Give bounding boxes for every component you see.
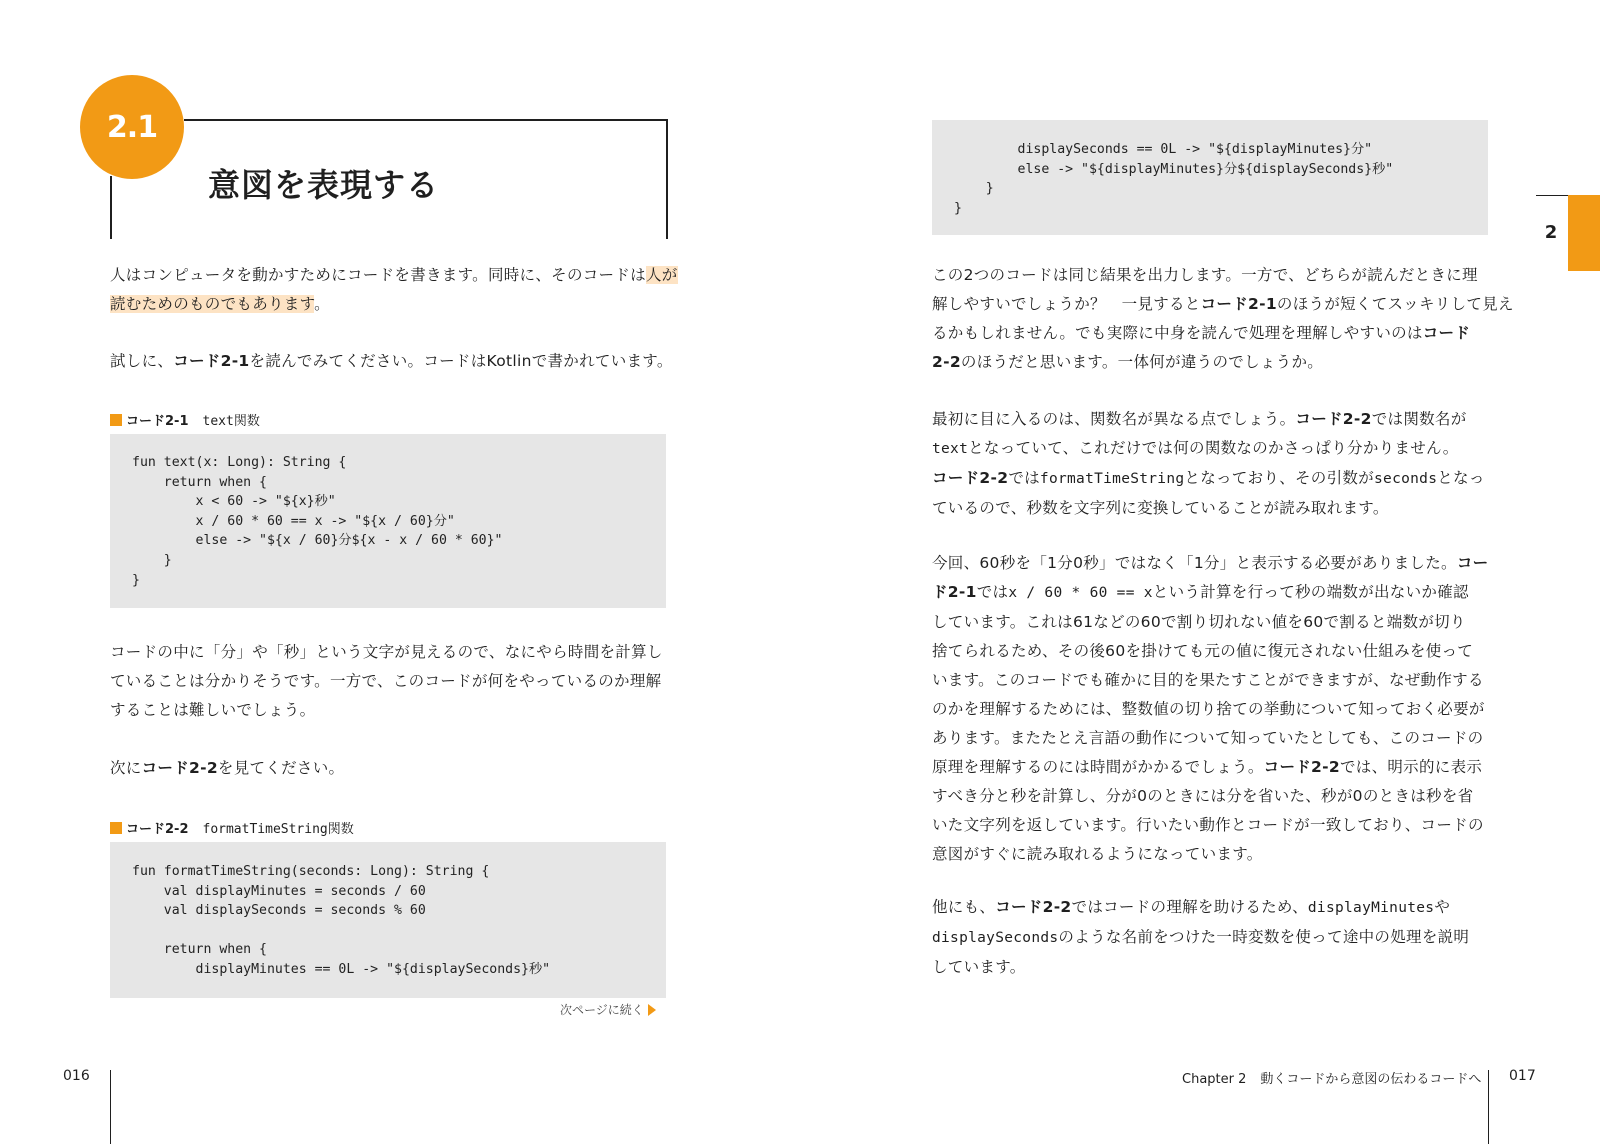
section-rule-right xyxy=(666,119,668,239)
paragraph-line: ていることは分かりそうです。一方で、このコードが何をやっているのか理解 xyxy=(110,672,662,690)
paragraph-line: 2-2のほうだと思います。一体何が違うのでしょうか。 xyxy=(932,353,1324,371)
code-block-2-2-continued: displaySeconds == 0L -> "${displayMinutes}分" else -> "${displayMinutes}分${displaySeconds}秒" } } xyxy=(932,120,1488,235)
section-number-badge xyxy=(80,75,184,179)
highlight: 人が xyxy=(645,266,678,284)
paragraph-line: 最初に目に入るのは、関数名が異なる点でしょう。コード2-2では関数名が xyxy=(932,410,1467,428)
paragraph-compare xyxy=(932,261,1514,377)
code-ref: コード2-1 xyxy=(173,352,250,370)
paragraph-line: 読むためのものでもあります。 xyxy=(110,295,330,313)
paragraph-intro xyxy=(110,261,678,319)
paragraph-line: しています。これは61などの60で割り切れない値を60で割ると端数が切り xyxy=(932,613,1466,631)
paragraph-line: 今回、60秒を「1分0秒」ではなく「1分」と表示する必要がありました。コー xyxy=(932,554,1489,572)
paragraph-line: 意図がすぐに読み取れるようになっています。 xyxy=(932,845,1263,863)
running-footer xyxy=(1182,1068,1481,1087)
caption-label: コード2-1 xyxy=(126,414,189,429)
caption-name: formatTimeString関数 xyxy=(202,822,354,837)
paragraph-line: のかを理解するためには、整数値の切り捨ての挙動について知っておく必要が xyxy=(932,700,1485,718)
paragraph-line: すべき分と秒を計算し、分が0のときには分を省いた、秒が0のときは秒を省 xyxy=(932,787,1474,805)
section-rule-left xyxy=(110,176,112,239)
paragraph-line: 人はコンピュータを動かすためにコードを書きます。同時に、そのコードは人が xyxy=(110,266,678,284)
caption-marker-icon xyxy=(110,414,122,426)
code-ref: コード2-2 xyxy=(141,759,218,777)
paragraph-line: ているので、秒数を文字列に変換していることが読み取れます。 xyxy=(932,499,1389,517)
code-block-2-2: fun formatTimeString(seconds: Long): String { val displayMinutes = seconds / 60 val displaySeconds = seconds % 60 return when { displayMinutes == 0L -> "${displaySeconds}秒" xyxy=(110,842,666,998)
section-number: 2.1 xyxy=(106,109,158,145)
paragraph-explain xyxy=(110,638,663,725)
arrow-right-icon xyxy=(648,1004,656,1016)
paragraph-line: あります。またたとえ言語の動作について知っていたとしても、このコードの xyxy=(932,729,1484,747)
paragraph-line: しています。 xyxy=(932,958,1026,976)
paragraph-line: いた文字列を返しています。行いたい動作とコードが一致しており、コードの xyxy=(932,816,1484,834)
footer-chapter: Chapter 2 xyxy=(1182,1072,1247,1087)
section-title: 意図を表現する xyxy=(208,166,440,204)
page-number-right: 017 xyxy=(1509,1068,1536,1084)
paragraph-variables xyxy=(932,893,1469,982)
paragraph-line: 原理を理解するのには時間がかかるでしょう。コード2-2では、明示的に表示 xyxy=(932,758,1483,776)
footer-title: 動くコードから意図の伝わるコードへ xyxy=(1260,1072,1482,1087)
paragraph-line: います。このコードでも確かに目的を果たすことができますが、なぜ動作する xyxy=(932,671,1484,689)
code-block-2-1: fun text(x: Long): String { return when { x < 60 -> "${x}秒" x / 60 * 60 == x -> "${x / 60}分" else -> "${x / 60}分${x - x / 60 * 60}" } } xyxy=(110,434,666,608)
paragraph-line: この2つのコードは同じ結果を出力します。一方で、どちらが読んだときに理 xyxy=(932,266,1478,284)
paragraph-line: コードの中に「分」や「秒」という文字が見えるので、なにやら時間を計算し xyxy=(110,643,663,661)
paragraph-line: textとなっていて、これだけでは何の関数なのかさっぱり分かりません。 xyxy=(932,439,1459,457)
paragraph-line: displaySecondsのような名前をつけた一時変数を使って途中の処理を説明 xyxy=(932,928,1470,946)
chapter-tab-number: 2 xyxy=(1544,222,1558,243)
paragraph-line: 他にも、コード2-2ではコードの理解を助けるため、displayMinutesや xyxy=(932,898,1451,916)
highlight: 読むためのものでもあります xyxy=(110,295,315,313)
footer-rule-left xyxy=(110,1070,111,1144)
caption-label: コード2-2 xyxy=(126,822,189,837)
paragraph-line: 解しやすいでしょうか？ 一見するとコード2-1のほうが短くてスッキリして見え xyxy=(932,295,1514,313)
paragraph-line: 捨てられるため、その後60を掛けても元の値に復元されない仕組みを使って xyxy=(932,642,1474,660)
paragraph-line: るかもしれません。でも実際に中身を読んで処理を理解しやすいのはコード xyxy=(932,324,1471,342)
code-caption-2-1 xyxy=(110,410,260,429)
paragraph-try: 試しに、コード2-1を読んでみてください。コードはKotlinで書かれています。 xyxy=(110,352,673,370)
chapter-tab-rule xyxy=(1536,195,1570,196)
code-caption-2-2 xyxy=(110,818,354,837)
paragraph-function-name xyxy=(932,405,1485,523)
continued-note: 次ページに続く xyxy=(560,1001,656,1018)
section-rule-top xyxy=(184,119,668,121)
paragraph-line: コード2-2ではformatTimeStringとなっており、その引数がsecondsとなっ xyxy=(932,469,1485,487)
paragraph-logic xyxy=(932,549,1488,869)
caption-marker-icon xyxy=(110,822,122,834)
footer-rule-right xyxy=(1488,1070,1489,1144)
caption-name: text関数 xyxy=(202,414,260,429)
paragraph-line: ド2-1ではx / 60 * 60 == xという計算を行って秒の端数が出ないか確認 xyxy=(932,583,1469,601)
chapter-tab xyxy=(1568,195,1600,271)
page-number-left: 016 xyxy=(63,1068,90,1084)
paragraph-next: 次にコード2-2を見てください。 xyxy=(110,759,345,777)
paragraph-line: することは難しいでしょう。 xyxy=(110,701,316,719)
